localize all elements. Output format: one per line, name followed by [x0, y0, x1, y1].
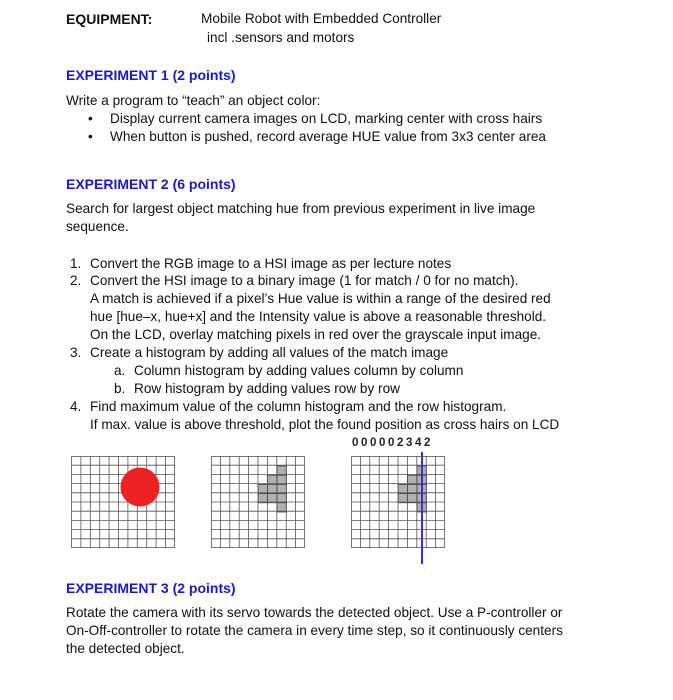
substep-text: Column histogram by adding values column by column: [134, 363, 464, 378]
step-text: Convert the HSI image to a binary image (1 for match / 0 for no match).: [90, 273, 519, 288]
experiment-2-intro-line-2: sequence.: [66, 219, 129, 234]
step-text: If max. value is above threshold, plot the found position as cross hairs on LCD: [90, 417, 560, 432]
match-pixels: [258, 466, 286, 512]
step-text: On the LCD, overlay matching pixels in red over the grayscale input image.: [90, 327, 542, 342]
binary-match-grid: [211, 456, 305, 548]
step-text: Convert the RGB image to a HSI image as per lecture notes: [90, 256, 452, 271]
step-text: hue [hue–x, hue+x] and the Intensity value is above a reasonable threshold.: [90, 309, 547, 324]
step-text: Find maximum value of the column histogram and the row histogram.: [90, 399, 507, 414]
experiment-3-heading: EXPERIMENT 3 (2 points): [66, 580, 236, 596]
crosshair-grid: [351, 452, 446, 564]
step-number: 2.: [70, 273, 82, 288]
experiment-1-intro: Write a program to “teach” an object color:: [66, 93, 321, 108]
column-histogram-digits: 000002342: [352, 437, 433, 449]
experiment-3-line: Rotate the camera with its servo towards the detected object. Use a P-controller or: [66, 605, 563, 620]
substep-text: Row histogram by adding values row by row: [134, 381, 400, 396]
equipment-label: EQUIPMENT:: [66, 11, 153, 27]
step-number: 3.: [70, 345, 82, 360]
grid-lines: [71, 456, 175, 548]
step-number: 1.: [70, 256, 82, 271]
input-image-grid: [71, 456, 175, 548]
grid-lines: [351, 456, 445, 548]
grid-lines: [211, 456, 305, 548]
step-number: 4.: [70, 399, 82, 414]
red-object: [121, 468, 160, 507]
experiment-3-line: On-Off-controller to rotate the camera in every time step, so it continuously centers: [66, 623, 563, 638]
experiment-1-bullet: • When button is pushed, record average HUE value from 3x3 center area: [110, 129, 546, 144]
equipment-line-2: incl .sensors and motors: [207, 30, 355, 45]
experiment-2-intro-line-1: Search for largest object matching hue from previous experiment in live image: [66, 201, 536, 216]
step-text: A match is achieved if a pixel’s Hue value is within a range of the desired red: [90, 291, 551, 306]
experiment-3-line: the detected object.: [66, 641, 185, 656]
experiment-1-heading: EXPERIMENT 1 (2 points): [66, 67, 236, 83]
experiment-2-heading: EXPERIMENT 2 (6 points): [66, 176, 236, 192]
step-text: Create a histogram by adding all values of the match image: [90, 345, 449, 360]
substep-letter: a.: [114, 363, 126, 378]
experiment-1-bullet: • Display current camera images on LCD, marking center with cross hairs: [110, 111, 542, 126]
substep-letter: b.: [114, 381, 126, 396]
equipment-line-1: Mobile Robot with Embedded Controller: [201, 11, 442, 26]
